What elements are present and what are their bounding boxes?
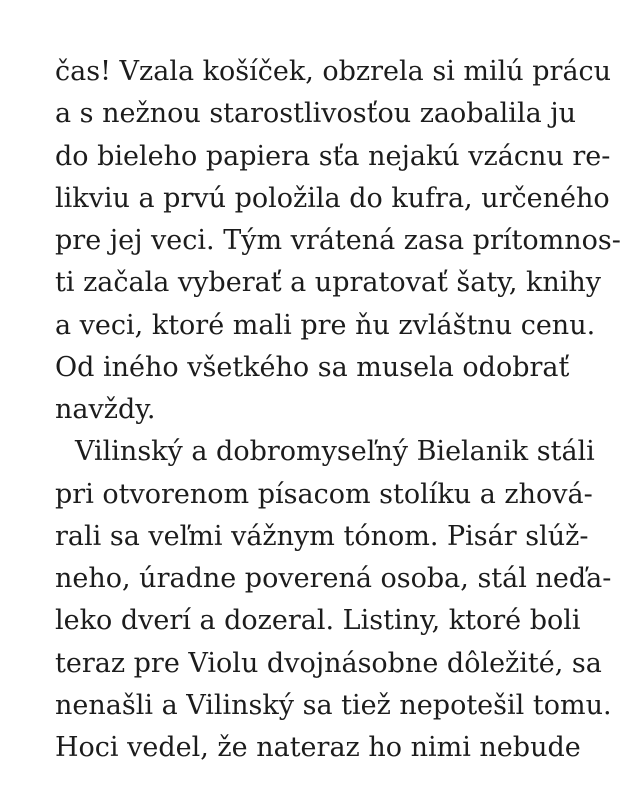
- paragraph-start-line: Vilinský a dobromyseľný Bielanik stáli: [75, 436, 595, 467]
- text-line-9: navždy.: [55, 394, 156, 425]
- text-line-16: nenašli a Vilinský sa tiež nepotešil tomu.: [55, 690, 612, 721]
- text-line-5: pre jej veci. Tým vrátená zasa prítomnos-: [55, 225, 621, 256]
- text-line-15: teraz pre Violu dvojnásobne dôležité, sa: [55, 648, 602, 679]
- text-line-13: neho, úradne poverená osoba, stál neďa-: [55, 563, 612, 594]
- text-line-12: rali sa veľmi vážnym tónom. Pisár slúž-: [55, 521, 589, 552]
- text-line-11: pri otvorenom písacom stolíku a zhová-: [55, 479, 593, 510]
- text-line-17: Hoci vedel, že nateraz ho nimi nebude: [55, 732, 581, 763]
- text-line-1: čas! Vzala košíček, obzrela si milú prácu: [55, 56, 612, 87]
- text-line-4: likviu a prvú položila do kufra, určeného: [55, 183, 610, 214]
- text-line-6: ti začala vyberať a upratovať šaty, knihy: [55, 267, 602, 298]
- text-line-7: a veci, ktoré mali pre ňu zvláštnu cenu.: [55, 310, 596, 341]
- text-line-8: Od iného všetkého sa musela odobrať: [55, 352, 570, 383]
- text-line-2: a s nežnou starostlivosťou zaobalila ju: [55, 98, 577, 129]
- text-line-14: leko dverí a dozeral. Listiny, ktoré boli: [55, 605, 581, 636]
- text-line-3: do bieleho papiera sťa nejakú vzácnu re-: [55, 141, 611, 172]
